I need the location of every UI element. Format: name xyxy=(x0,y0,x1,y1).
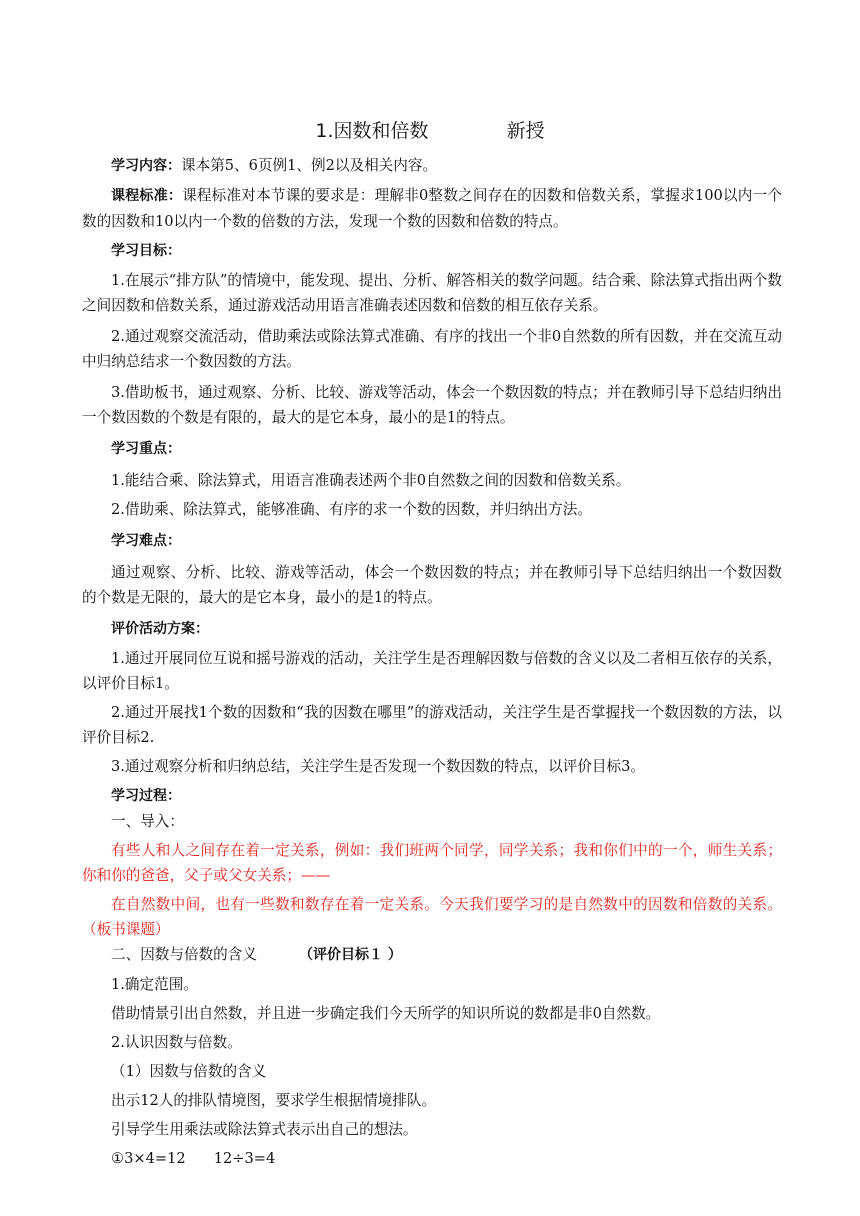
key-heading: 学习重点： xyxy=(111,441,181,457)
difficulty-text: 通过观察、分析、比较、游戏等活动，体会一个数因数的特点；并在教师引导下总结归纳出一个数因数的个数是无限的，最大的是它本身，最小的是1的特点。 xyxy=(82,564,782,606)
equation-1: ①3×4=12 xyxy=(111,1150,186,1167)
title-main: 1.因数和倍数 xyxy=(315,120,429,142)
step-1-text: 借助情景引出自然数，并且进一步确定我们今天所学的知识所说的数都是非0自然数。 xyxy=(111,1005,661,1022)
guide-text: 引导学生用乘法或除法算式表示出自己的想法。 xyxy=(111,1121,418,1138)
learn-content-text: 课本第5、6页例1、例2以及相关内容。 xyxy=(181,157,438,174)
standard-text: 课程标准对本节课的要求是：理解非0整数之间存在的因数和倍数关系，掌握求100以内一个数的因数和10以内一个数的倍数的方法，发现一个数的因数和倍数的特点。 xyxy=(82,187,782,230)
difficulty-heading: 学习难点： xyxy=(111,533,181,549)
page-title xyxy=(0,116,860,143)
equation-2: 12÷3=4 xyxy=(213,1150,276,1167)
process-heading: 学习过程： xyxy=(111,788,181,804)
section-meaning: 二、因数与倍数的含义 （评价目标１ ） xyxy=(111,946,402,963)
learn-content-label: 学习内容： xyxy=(111,158,181,174)
title-tag: 新授 xyxy=(506,120,545,142)
standard-label: 课程标准： xyxy=(111,188,183,204)
learn-content-paragraph xyxy=(82,153,782,179)
equations-line xyxy=(82,1146,782,1171)
eval-target-tag: （评价目标１ ） xyxy=(298,947,402,963)
document-body xyxy=(82,153,782,1171)
eval-heading: 评价活动方案： xyxy=(111,621,209,637)
eval-item: 2.通过开展找1个数的因数和“我的因数在哪里”的游戏活动，关注学生是否掌握找一个数因数的方法，以评价目标2. xyxy=(82,704,782,746)
standard-paragraph xyxy=(82,183,782,234)
intro-red-text-2: 在自然数中间，也有一些数和数存在着一定关系。今天我们要学习的是自然数中的因数和倍数的关系。（板书课题） xyxy=(82,896,782,938)
section-intro: 一、导入： xyxy=(111,813,184,830)
goal-item: 3.借助板书，通过观察、分析、比较、游戏等活动，体会一个数因数的特点；并在教师引导下总结归纳出一个数因数的个数是有限的，最大的是它本身，最小的是1的特点。 xyxy=(82,384,782,426)
step-2: 2.认识因数与倍数。 xyxy=(111,1034,242,1051)
sub-step-1: （1）因数与倍数的含义 xyxy=(111,1063,267,1080)
intro-red-text-1: 有些人和人之间存在着一定关系，例如：我们班两个同学，同学关系；我和你们中的一个，师生关系；你和你的爸爸，父子或父女关系；—— xyxy=(82,842,782,884)
show-text: 出示12人的排队情境图，要求学生根据情境排队。 xyxy=(111,1092,437,1109)
step-1: 1.确定范围。 xyxy=(111,976,198,993)
goal-item: 1.在展示“排方队”的情境中，能发现、提出、分析、解答相关的数学问题。结合乘、除法算式指出两个数之间因数和倍数关系，通过游戏活动用语言准确表述因数和倍数的相互依存关系。 xyxy=(82,272,782,314)
key-point: 1.能结合乘、除法算式，用语言准确表述两个非0自然数之间的因数和倍数关系。 xyxy=(111,472,631,489)
key-point: 2.借助乘、除法算式，能够准确、有序的求一个数的因数，并归纳出方法。 xyxy=(111,501,592,518)
goals-heading: 学习目标： xyxy=(111,243,181,259)
eval-item: 3.通过观察分析和归纳总结，关注学生是否发现一个数因数的特点，以评价目标3。 xyxy=(111,758,645,775)
eval-item: 1.通过开展同位互说和摇号游戏的活动，关注学生是否理解因数与倍数的含义以及二者相互依存的关系，以评价目标1。 xyxy=(82,650,782,692)
goal-item: 2.通过观察交流活动，借助乘法或除法算式准确、有序的找出一个非0自然数的所有因数，并在交流互动中归纳总结求一个数因数的方法。 xyxy=(82,328,782,370)
